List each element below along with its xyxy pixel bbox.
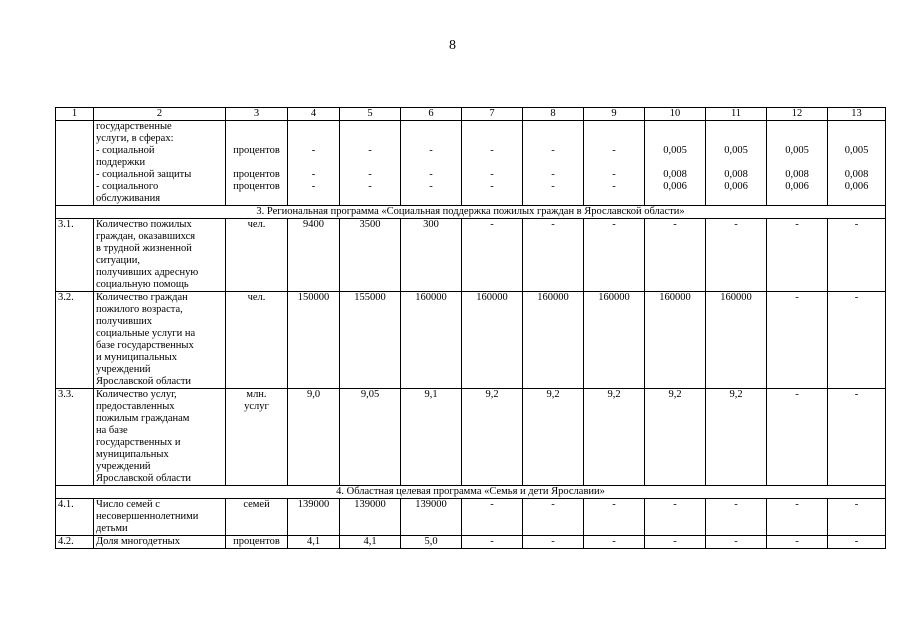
row-number: [56, 121, 94, 206]
value-cell: 139000: [340, 499, 401, 536]
text-line: [464, 193, 520, 205]
text-line: 0,008: [785, 169, 809, 180]
text-line: -: [551, 181, 555, 192]
indicator-cell: [94, 536, 226, 549]
text-line: [403, 133, 459, 145]
value-cell: [523, 121, 584, 206]
text-line: [342, 193, 398, 205]
value-cell: -: [645, 536, 706, 549]
text-line: обслуживания: [96, 193, 161, 204]
value-cell: -: [767, 499, 828, 536]
text-line: процентов: [233, 169, 280, 180]
text-line: [525, 133, 581, 145]
text-line: [290, 133, 337, 145]
text-line: -: [612, 181, 616, 192]
value-cell: -: [584, 219, 645, 292]
text-line: услуги, в сферах:: [96, 133, 174, 144]
text-line: [525, 193, 581, 205]
text-line: [647, 121, 703, 133]
text-line: базе государственных: [96, 340, 194, 351]
unit-cell: процентов: [226, 536, 288, 549]
text-line: [830, 121, 883, 133]
column-header: 10: [645, 108, 706, 121]
text-line: -: [429, 145, 433, 156]
text-line: [525, 121, 581, 133]
value-cell: -: [706, 536, 767, 549]
column-header: 6: [401, 108, 462, 121]
value-cell: 9,2: [462, 389, 523, 486]
text-line: Доля многодетных: [96, 536, 180, 547]
unit-cell: чел.: [226, 292, 288, 389]
text-line: [647, 193, 703, 205]
value-cell: 3500: [340, 219, 401, 292]
text-line: Ярославской области: [96, 376, 192, 387]
value-cell: -: [767, 292, 828, 389]
text-line: [464, 121, 520, 133]
text-line: -: [368, 181, 372, 192]
column-header: 12: [767, 108, 828, 121]
value-cell: 160000: [401, 292, 462, 389]
value-cell: 9,2: [706, 389, 767, 486]
text-line: [525, 157, 581, 169]
value-cell: 5,0: [401, 536, 462, 549]
row-number: 4.1.: [56, 499, 94, 536]
value-cell: -: [462, 536, 523, 549]
text-line: [464, 157, 520, 169]
section-title: 4. Областная целевая программа «Семья и дети Ярославии»: [56, 486, 886, 499]
value-cell: -: [706, 219, 767, 292]
value-cell: 300: [401, 219, 462, 292]
column-header: 8: [523, 108, 584, 121]
column-header: 13: [828, 108, 886, 121]
text-line: 0,006: [663, 181, 687, 192]
text-line: 0,006: [724, 181, 748, 192]
unit-cell: чел.: [226, 219, 288, 292]
text-line: Ярославской области: [96, 473, 192, 484]
row-number: 3.2.: [56, 292, 94, 389]
value-cell: -: [462, 499, 523, 536]
value-cell: -: [828, 536, 886, 549]
column-header: 3: [226, 108, 288, 121]
value-cell: 160000: [645, 292, 706, 389]
value-cell: 9,0: [288, 389, 340, 486]
value-cell: -: [645, 219, 706, 292]
text-line: -: [429, 169, 433, 180]
text-line: [708, 157, 764, 169]
text-line: 0,005: [663, 145, 687, 156]
text-line: -: [311, 181, 316, 192]
text-line: [647, 133, 703, 145]
column-header: 2: [94, 108, 226, 121]
text-line: [708, 133, 764, 145]
text-line: -: [368, 145, 372, 156]
text-line: [228, 157, 285, 169]
text-line: -: [612, 169, 616, 180]
value-cell: -: [523, 536, 584, 549]
text-line: [342, 157, 398, 169]
value-cell: [584, 121, 645, 206]
text-line: [586, 121, 642, 133]
text-line: [464, 133, 520, 145]
text-line: [769, 121, 825, 133]
text-line: предоставленных: [96, 401, 175, 412]
page-number: 8: [449, 38, 456, 53]
text-line: 0,008: [724, 169, 748, 180]
text-line: -: [429, 181, 433, 192]
value-cell: -: [767, 389, 828, 486]
text-line: Число семей с: [96, 499, 160, 510]
text-line: учреждений: [96, 461, 151, 472]
value-cell: 4,1: [340, 536, 401, 549]
value-cell: 9400: [288, 219, 340, 292]
indicator-cell: [94, 499, 226, 536]
text-line: [228, 133, 285, 145]
indicators-table: [55, 107, 886, 549]
column-header: 11: [706, 108, 767, 121]
indicator-cell: [94, 219, 226, 292]
column-header: 9: [584, 108, 645, 121]
value-cell: -: [462, 219, 523, 292]
row-number: 3.1.: [56, 219, 94, 292]
table-row: [56, 292, 886, 389]
value-cell: 9,05: [340, 389, 401, 486]
value-cell: 139000: [401, 499, 462, 536]
text-line: 0,008: [844, 169, 869, 180]
text-line: [290, 157, 337, 169]
value-cell: [767, 121, 828, 206]
text-line: детьми: [96, 523, 128, 534]
text-line: -: [612, 145, 616, 156]
value-cell: [828, 121, 886, 206]
value-cell: 9,1: [401, 389, 462, 486]
text-line: граждан, оказавшихся: [96, 231, 196, 242]
table-row-continuation: [56, 121, 886, 206]
text-line: [830, 157, 883, 169]
text-line: учреждений: [96, 364, 151, 375]
value-cell: 150000: [288, 292, 340, 389]
text-line: ситуации,: [96, 255, 140, 266]
value-cell: -: [828, 292, 886, 389]
value-cell: -: [584, 499, 645, 536]
text-line: [830, 133, 883, 145]
text-line: [228, 193, 285, 205]
indicator-cell: [94, 389, 226, 486]
value-cell: [462, 121, 523, 206]
value-cell: [706, 121, 767, 206]
text-line: получивших адресную: [96, 267, 199, 278]
section-row-4: [56, 486, 886, 499]
table-row: [56, 389, 886, 486]
text-line: -: [368, 169, 372, 180]
section-row-3: [56, 206, 886, 219]
text-line: 0,005: [844, 145, 869, 156]
text-line: [290, 121, 337, 133]
value-cell: -: [828, 219, 886, 292]
value-cell: -: [584, 536, 645, 549]
text-line: пожилого возраста,: [96, 304, 183, 315]
text-line: [342, 121, 398, 133]
value-cell: [645, 121, 706, 206]
value-cell: 160000: [706, 292, 767, 389]
text-line: пожилым гражданам: [96, 413, 190, 424]
text-line: Количество граждан: [96, 292, 188, 303]
value-cell: [401, 121, 462, 206]
text-line: 0,008: [663, 169, 687, 180]
text-line: муниципальных: [96, 449, 169, 460]
text-line: 0,005: [785, 145, 809, 156]
text-line: - социальной: [96, 145, 155, 156]
indicator-cell: [94, 121, 226, 206]
text-line: процентов: [233, 181, 280, 192]
value-cell: 9,2: [584, 389, 645, 486]
text-line: -: [490, 169, 494, 180]
value-cell: -: [828, 499, 886, 536]
text-line: [586, 193, 642, 205]
text-line: государственных и: [96, 437, 181, 448]
text-line: -: [490, 145, 494, 156]
text-line: на базе: [96, 425, 128, 436]
text-line: Количество услуг,: [96, 389, 177, 400]
value-cell: 155000: [340, 292, 401, 389]
text-line: [228, 121, 285, 133]
text-line: [342, 133, 398, 145]
text-line: государственные: [96, 121, 172, 132]
text-line: социальные услуги на: [96, 328, 196, 339]
column-header: 5: [340, 108, 401, 121]
text-line: [290, 193, 337, 205]
text-line: социальную помощь: [96, 279, 189, 290]
text-line: [830, 193, 883, 205]
text-line: несовершеннолетними: [96, 511, 199, 522]
column-header: 4: [288, 108, 340, 121]
text-line: -: [311, 145, 316, 156]
value-cell: -: [767, 536, 828, 549]
text-line: получивших: [96, 316, 153, 327]
table-row: [56, 219, 886, 292]
text-line: [586, 157, 642, 169]
text-line: -: [551, 169, 555, 180]
value-cell: 160000: [462, 292, 523, 389]
text-line: [647, 157, 703, 169]
text-line: -: [551, 145, 555, 156]
value-cell: 9,2: [645, 389, 706, 486]
text-line: [403, 121, 459, 133]
value-cell: -: [767, 219, 828, 292]
unit-cell: семей: [226, 499, 288, 536]
value-cell: 139000: [288, 499, 340, 536]
column-header: 7: [462, 108, 523, 121]
value-cell: -: [828, 389, 886, 486]
table-row: [56, 536, 886, 549]
text-line: [769, 133, 825, 145]
text-line: -: [311, 169, 316, 180]
column-header: 1: [56, 108, 94, 121]
value-cell: 160000: [584, 292, 645, 389]
row-number: 4.2.: [56, 536, 94, 549]
value-cell: -: [523, 219, 584, 292]
unit-cell: [226, 121, 288, 206]
value-cell: 4,1: [288, 536, 340, 549]
text-line: [586, 133, 642, 145]
text-line: поддержки: [96, 157, 146, 168]
value-cell: -: [706, 499, 767, 536]
indicator-cell: [94, 292, 226, 389]
text-line: - социальной защиты: [96, 169, 192, 180]
text-line: [403, 193, 459, 205]
value-cell: [288, 121, 340, 206]
section-title: 3. Региональная программа «Социальная поддержка пожилых граждан в Ярославской области»: [56, 206, 886, 219]
row-number: 3.3.: [56, 389, 94, 486]
text-line: 0,005: [724, 145, 748, 156]
table-row: [56, 499, 886, 536]
text-line: процентов: [233, 145, 280, 156]
text-line: -: [490, 181, 494, 192]
text-line: [769, 193, 825, 205]
text-line: и муниципальных: [96, 352, 177, 363]
text-line: 0,006: [785, 181, 809, 192]
value-cell: [340, 121, 401, 206]
value-cell: 9,2: [523, 389, 584, 486]
text-line: [403, 157, 459, 169]
text-line: [769, 157, 825, 169]
text-line: 0,006: [844, 181, 869, 192]
unit-cell: млн. услуг: [226, 389, 288, 486]
text-line: в трудной жизненной: [96, 243, 192, 254]
text-line: [708, 193, 764, 205]
text-line: [708, 121, 764, 133]
value-cell: 160000: [523, 292, 584, 389]
text-line: Количество пожилых: [96, 219, 192, 230]
text-line: - социального: [96, 181, 159, 192]
value-cell: -: [523, 499, 584, 536]
value-cell: -: [645, 499, 706, 536]
header-row: [56, 108, 886, 121]
